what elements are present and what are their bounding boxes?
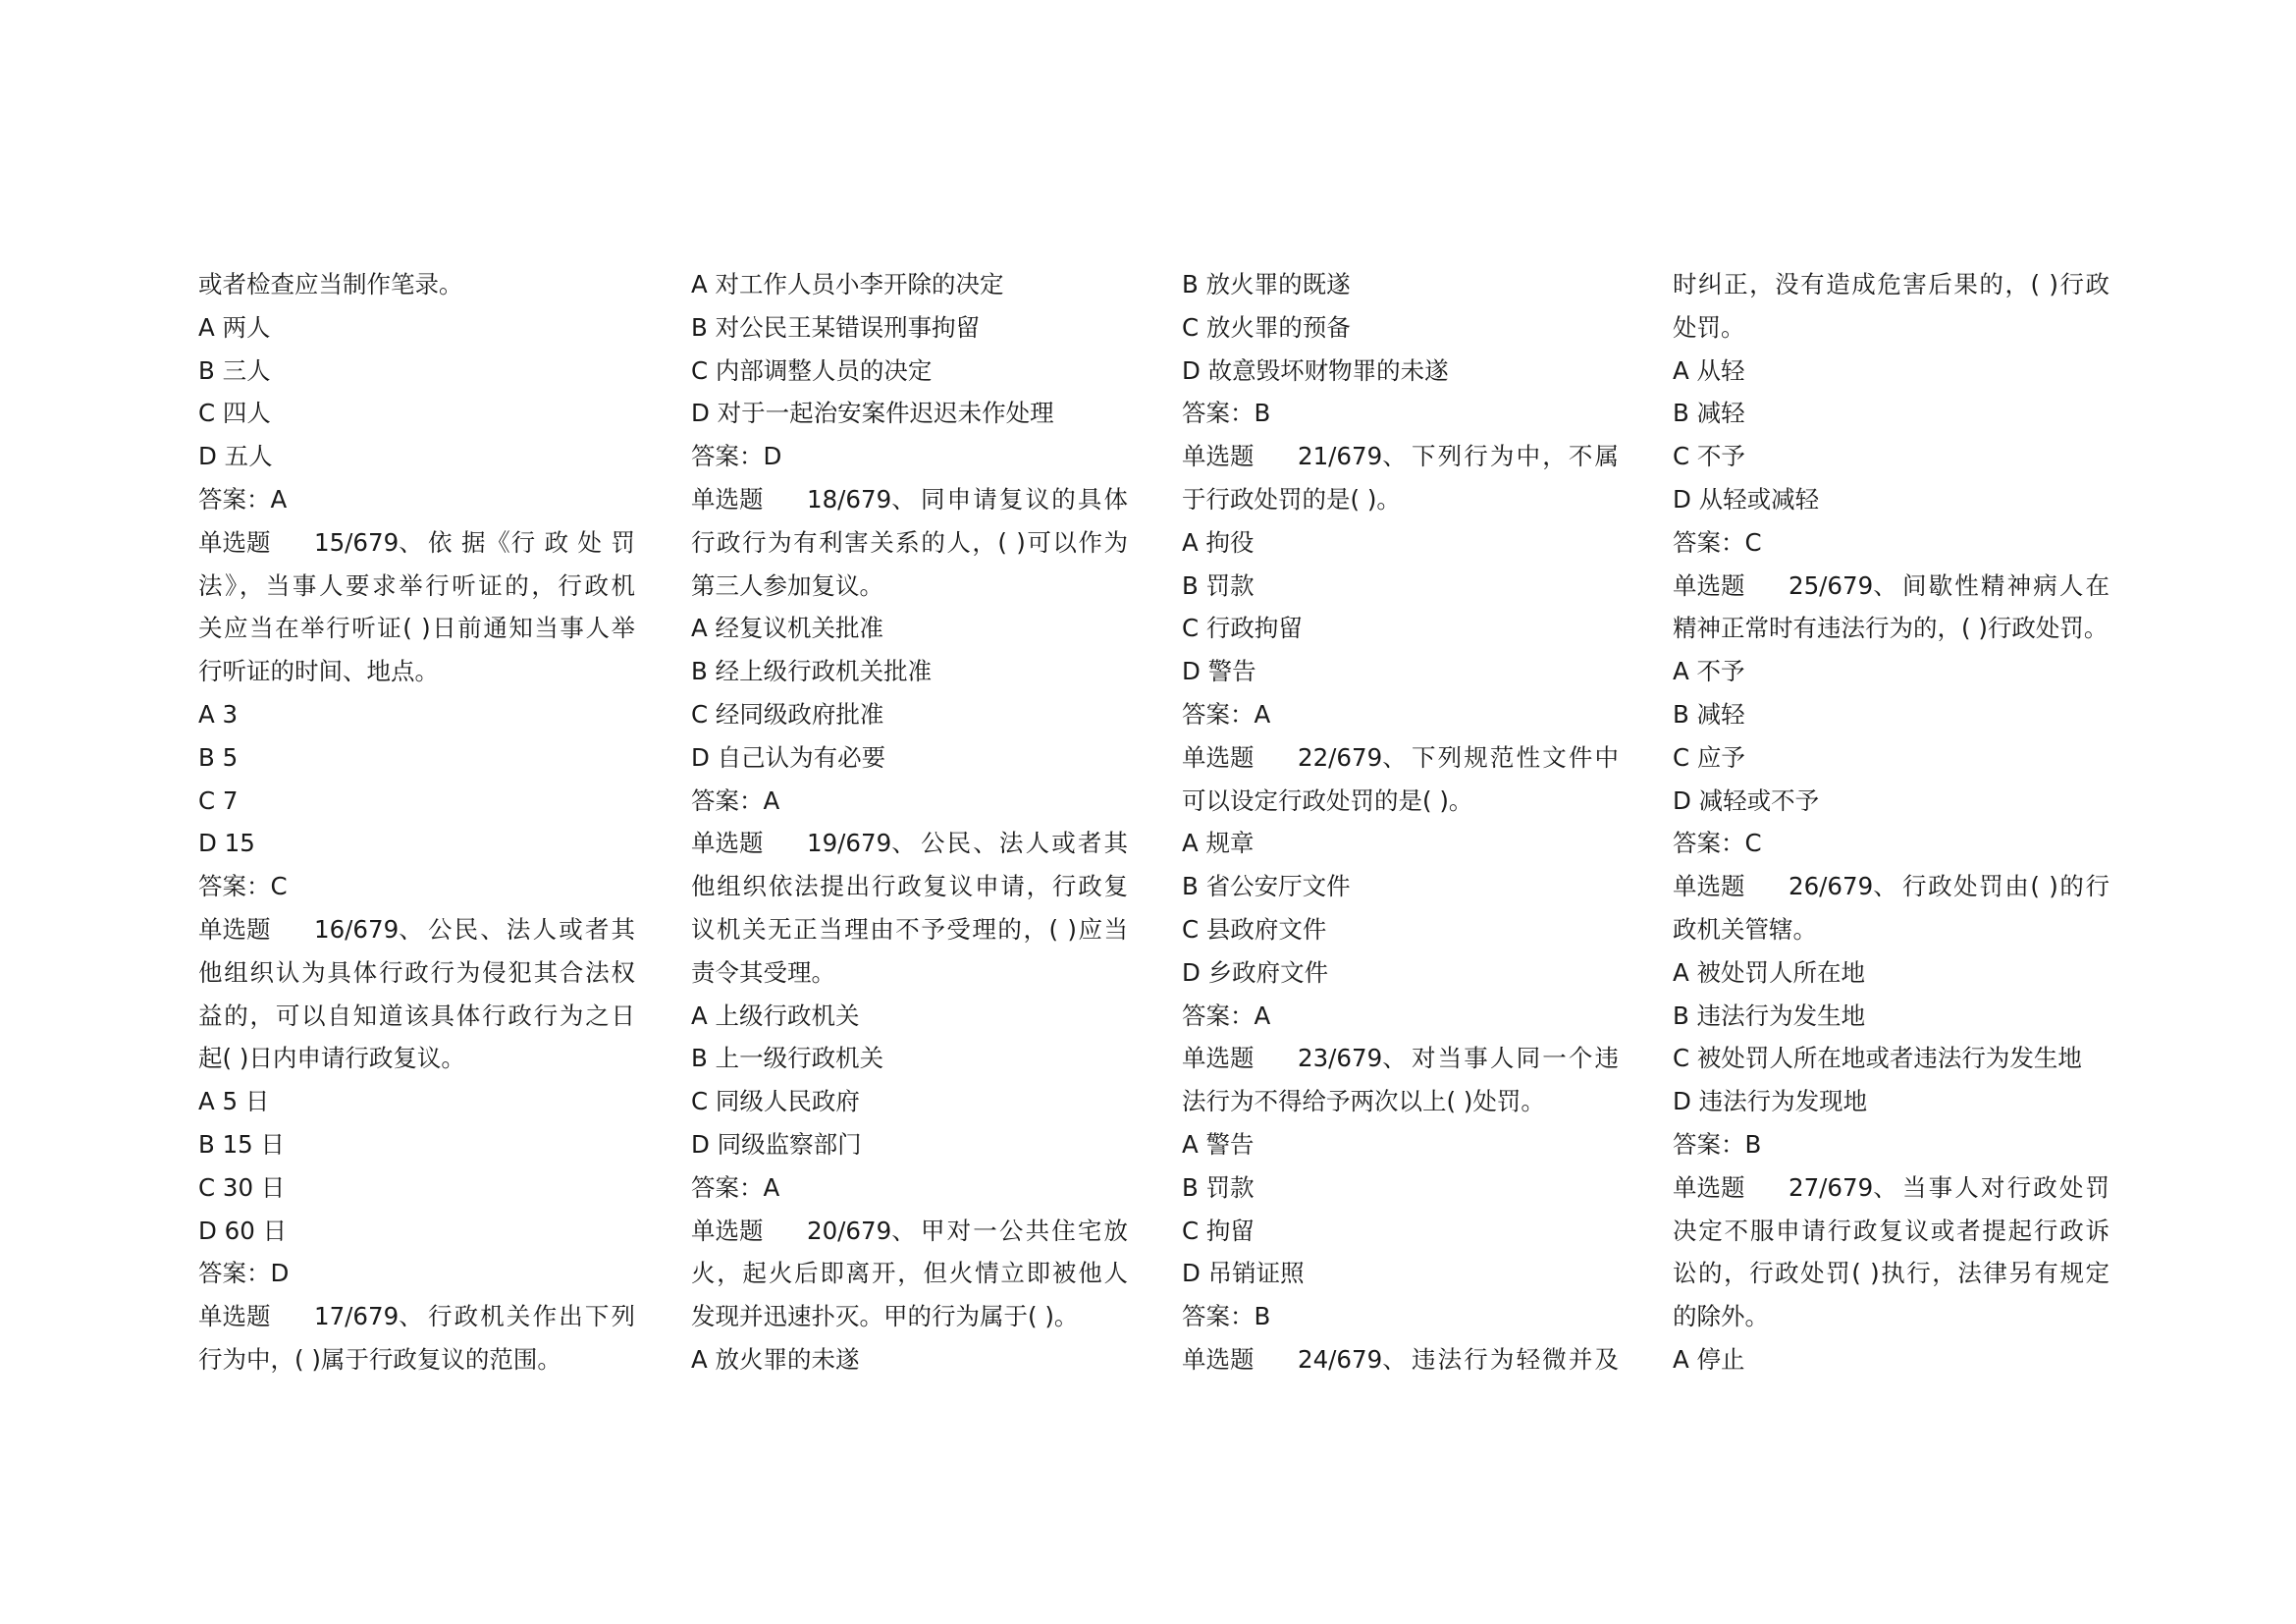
question-text-line: 法行为不得给予两次以上( )处罚。	[1182, 1087, 1545, 1116]
option-line: B 放火罪的既遂	[1182, 270, 1351, 298]
question-text-line: 第三人参加复议。	[691, 570, 883, 600]
option-line: B 违法行为发生地	[1673, 1001, 1866, 1030]
option-line: C 同级人民政府	[691, 1087, 860, 1116]
question-text-line: 他组织依法提出行政复议申请，行政复	[691, 872, 1128, 901]
question-text-start: 违法行为轻微并及	[1412, 1344, 1619, 1374]
option-line: B 15 日	[198, 1129, 286, 1159]
question-number: 26/679、	[1789, 872, 1897, 901]
option-line: A 经复议机关批准	[691, 614, 884, 643]
question-type-label: 单选题	[1673, 570, 1745, 600]
option-line: B 罚款	[1182, 1172, 1255, 1202]
text-column-3	[1182, 263, 1619, 1381]
question-type-label: 单选题	[1673, 872, 1745, 901]
question-text-line: 发现并迅速扑灭。甲的行为属于( )。	[691, 1302, 1079, 1331]
answer-line: 答案：A	[1182, 1001, 1271, 1030]
question-type-label: 单选题	[691, 1216, 764, 1245]
option-line: A 上级行政机关	[691, 1001, 860, 1030]
option-line: B 罚款	[1182, 570, 1255, 600]
option-line: C 行政拘留	[1182, 614, 1303, 643]
question-text-start: 对当事人同一个违	[1412, 1044, 1619, 1073]
question-text-line: 法》，当事人要求举行听证的，行政机	[198, 570, 635, 600]
option-line: A 5 日	[198, 1087, 270, 1116]
question-text-start: 下列行为中，不属	[1412, 442, 1619, 471]
option-line: D 警告	[1182, 657, 1256, 686]
question-type-label: 单选题	[1182, 442, 1255, 471]
question-text-line: 议机关无正当理由不予受理的，( )应当	[691, 914, 1128, 944]
question-number: 18/679、	[807, 484, 916, 514]
question-number: 24/679、	[1298, 1344, 1407, 1374]
question-header	[1182, 1338, 1619, 1381]
option-line: B 省公安厅文件	[1182, 872, 1351, 901]
question-text-line: 的除外。	[1673, 1302, 1769, 1331]
answer-line: 答案：A	[691, 1172, 780, 1202]
answer-line: 答案：B	[1673, 1129, 1762, 1159]
question-text-start: 公民、法人或者其	[921, 829, 1128, 858]
option-line: A 停止	[1673, 1344, 1745, 1374]
option-line: D 从轻或减轻	[1673, 484, 1820, 514]
question-type-label: 单选题	[1673, 1172, 1745, 1202]
question-text-start: 间歇性精神病人在	[1902, 570, 2109, 600]
question-text-start: 同申请复议的具体	[921, 484, 1128, 514]
option-line: D 减轻或不予	[1673, 785, 1820, 815]
question-type-label: 单选题	[198, 914, 271, 944]
question-text-line: 讼的，行政处罚( )执行，法律另有规定	[1673, 1259, 2109, 1288]
option-line: D 乡政府文件	[1182, 957, 1329, 987]
question-header	[198, 521, 635, 565]
question-text-line: 精神正常时有违法行为的，( )行政处罚。	[1673, 614, 2109, 643]
answer-line: 答案：B	[1182, 1302, 1271, 1331]
option-line: D 吊销证照	[1182, 1259, 1305, 1288]
question-number: 25/679、	[1789, 570, 1897, 600]
option-line: D 自己认为有必要	[691, 742, 886, 772]
option-line: A 对工作人员小李开除的决定	[691, 270, 1004, 298]
question-number: 21/679、	[1298, 442, 1407, 471]
question-text-line: 责令其受理。	[691, 957, 835, 987]
question-type-label: 单选题	[691, 829, 764, 858]
option-line: A 3	[198, 699, 239, 729]
answer-line: 答案：C	[1673, 829, 1762, 858]
question-header	[1673, 1166, 2109, 1210]
option-line: A 被处罚人所在地	[1673, 957, 1866, 987]
question-text-line: 处罚。	[1673, 312, 1745, 342]
option-line: B 经上级行政机关批准	[691, 657, 933, 686]
question-text-start: 依 据《行 政 处 罚	[428, 527, 635, 557]
question-text-line: 火，起火后即离开，但火情立即被他人	[691, 1259, 1128, 1288]
answer-line: 答案：B	[1182, 399, 1271, 428]
question-number: 15/679、	[314, 527, 423, 557]
question-header	[1182, 1037, 1619, 1080]
option-line: D 违法行为发现地	[1673, 1087, 1868, 1116]
option-line: D 五人	[198, 442, 273, 471]
answer-line: 答案：C	[198, 872, 288, 901]
option-line: A 警告	[1182, 1129, 1255, 1159]
option-line: C 被处罚人所在地或者违法行为发生地	[1673, 1044, 2082, 1073]
question-text-start: 下列规范性文件中	[1412, 742, 1619, 772]
option-line: A 从轻	[1673, 355, 1745, 385]
question-text-start: 甲对一公共住宅放	[921, 1216, 1128, 1245]
text-column-4	[1673, 263, 2109, 1381]
option-line: A 放火罪的未遂	[691, 1344, 860, 1374]
question-text-line: 决定不服申请行政复议或者提起行政诉	[1673, 1216, 2109, 1245]
question-text-line: 时纠正，没有造成危害后果的，( )行政	[1673, 270, 2109, 298]
question-text-start: 行政机关作出下列	[428, 1302, 635, 1331]
text-column-2	[691, 263, 1128, 1381]
question-number: 22/679、	[1298, 742, 1407, 772]
option-line: C 拘留	[1182, 1216, 1255, 1245]
question-text-line: 关应当在举行听证( )日前通知当事人举	[198, 614, 635, 643]
option-line: A 规章	[1182, 829, 1255, 858]
answer-line: 答案：D	[691, 442, 782, 471]
option-line: B 三人	[198, 355, 271, 385]
option-line: D 对于一起治安案件迟迟未作处理	[691, 399, 1054, 428]
question-header	[198, 1295, 635, 1338]
option-line: B 减轻	[1673, 699, 1745, 729]
question-header	[1182, 435, 1619, 478]
question-header	[691, 1210, 1128, 1253]
option-line: C 30 日	[198, 1172, 286, 1202]
answer-line: 答案：D	[198, 1259, 290, 1288]
option-line: C 经同级政府批准	[691, 699, 884, 729]
question-text-line: 益的，可以自知道该具体行政行为之日	[198, 1001, 635, 1030]
question-number: 23/679、	[1298, 1044, 1407, 1073]
option-line: B 对公民王某错误刑事拘留	[691, 312, 981, 342]
option-line: D 同级监察部门	[691, 1129, 862, 1159]
question-text-line: 可以设定行政处罚的是( )。	[1182, 785, 1473, 815]
question-type-label: 单选题	[198, 527, 271, 557]
answer-line: 答案：C	[1673, 527, 1762, 557]
question-number: 16/679、	[314, 914, 423, 944]
answer-line: 答案：A	[691, 785, 780, 815]
option-line: B 上一级行政机关	[691, 1044, 884, 1073]
option-line: D 15	[198, 829, 255, 858]
question-number: 20/679、	[807, 1216, 916, 1245]
question-header	[691, 822, 1128, 865]
question-type-label: 单选题	[198, 1302, 271, 1331]
question-type-label: 单选题	[1182, 742, 1255, 772]
option-line: C 不予	[1673, 442, 1745, 471]
question-type-label: 单选题	[1182, 1044, 1255, 1073]
text-column-1	[198, 263, 635, 1381]
question-text-line: 行政行为有利害关系的人，( )可以作为	[691, 527, 1128, 557]
question-text-start: 公民、法人或者其	[428, 914, 635, 944]
question-text-line: 政机关管辖。	[1673, 914, 1817, 944]
question-type-label: 单选题	[691, 484, 764, 514]
option-line: C 放火罪的预备	[1182, 312, 1351, 342]
option-line: C 四人	[198, 399, 271, 428]
answer-line: 答案：A	[1182, 699, 1271, 729]
question-header	[198, 908, 635, 951]
option-line: C 应予	[1673, 742, 1745, 772]
question-text-start: 行政处罚由( )的行	[1902, 872, 2109, 901]
question-text-line: 起( )日内申请行政复议。	[198, 1044, 465, 1073]
option-line: D 故意毁坏财物罪的未遂	[1182, 355, 1449, 385]
option-line: A 不予	[1673, 657, 1745, 686]
answer-line: 答案：A	[198, 484, 288, 514]
question-number: 17/679、	[314, 1302, 423, 1331]
question-text-line: 或者检查应当制作笔录。	[198, 270, 463, 298]
question-text-line: 行听证的时间、地点。	[198, 657, 439, 686]
option-line: A 两人	[198, 312, 271, 342]
question-text-line: 他组织认为具体行政行为侵犯其合法权	[198, 957, 635, 987]
option-line: C 7	[198, 785, 239, 815]
question-header	[1673, 865, 2109, 908]
question-number: 27/679、	[1789, 1172, 1897, 1202]
question-text-line: 行为中，( )属于行政复议的范围。	[198, 1344, 561, 1374]
question-text-line: 于行政处罚的是( )。	[1182, 484, 1401, 514]
question-header	[1673, 565, 2109, 608]
question-header	[1182, 736, 1619, 780]
option-line: D 60 日	[198, 1216, 288, 1245]
option-line: A 拘役	[1182, 527, 1255, 557]
option-line: B 5	[198, 742, 239, 772]
question-header	[691, 478, 1128, 521]
question-number: 19/679、	[807, 829, 916, 858]
option-line: C 内部调整人员的决定	[691, 355, 933, 385]
question-type-label: 单选题	[1182, 1344, 1255, 1374]
option-line: B 减轻	[1673, 399, 1745, 428]
option-line: C 县政府文件	[1182, 914, 1327, 944]
question-text-start: 当事人对行政处罚	[1902, 1172, 2109, 1202]
